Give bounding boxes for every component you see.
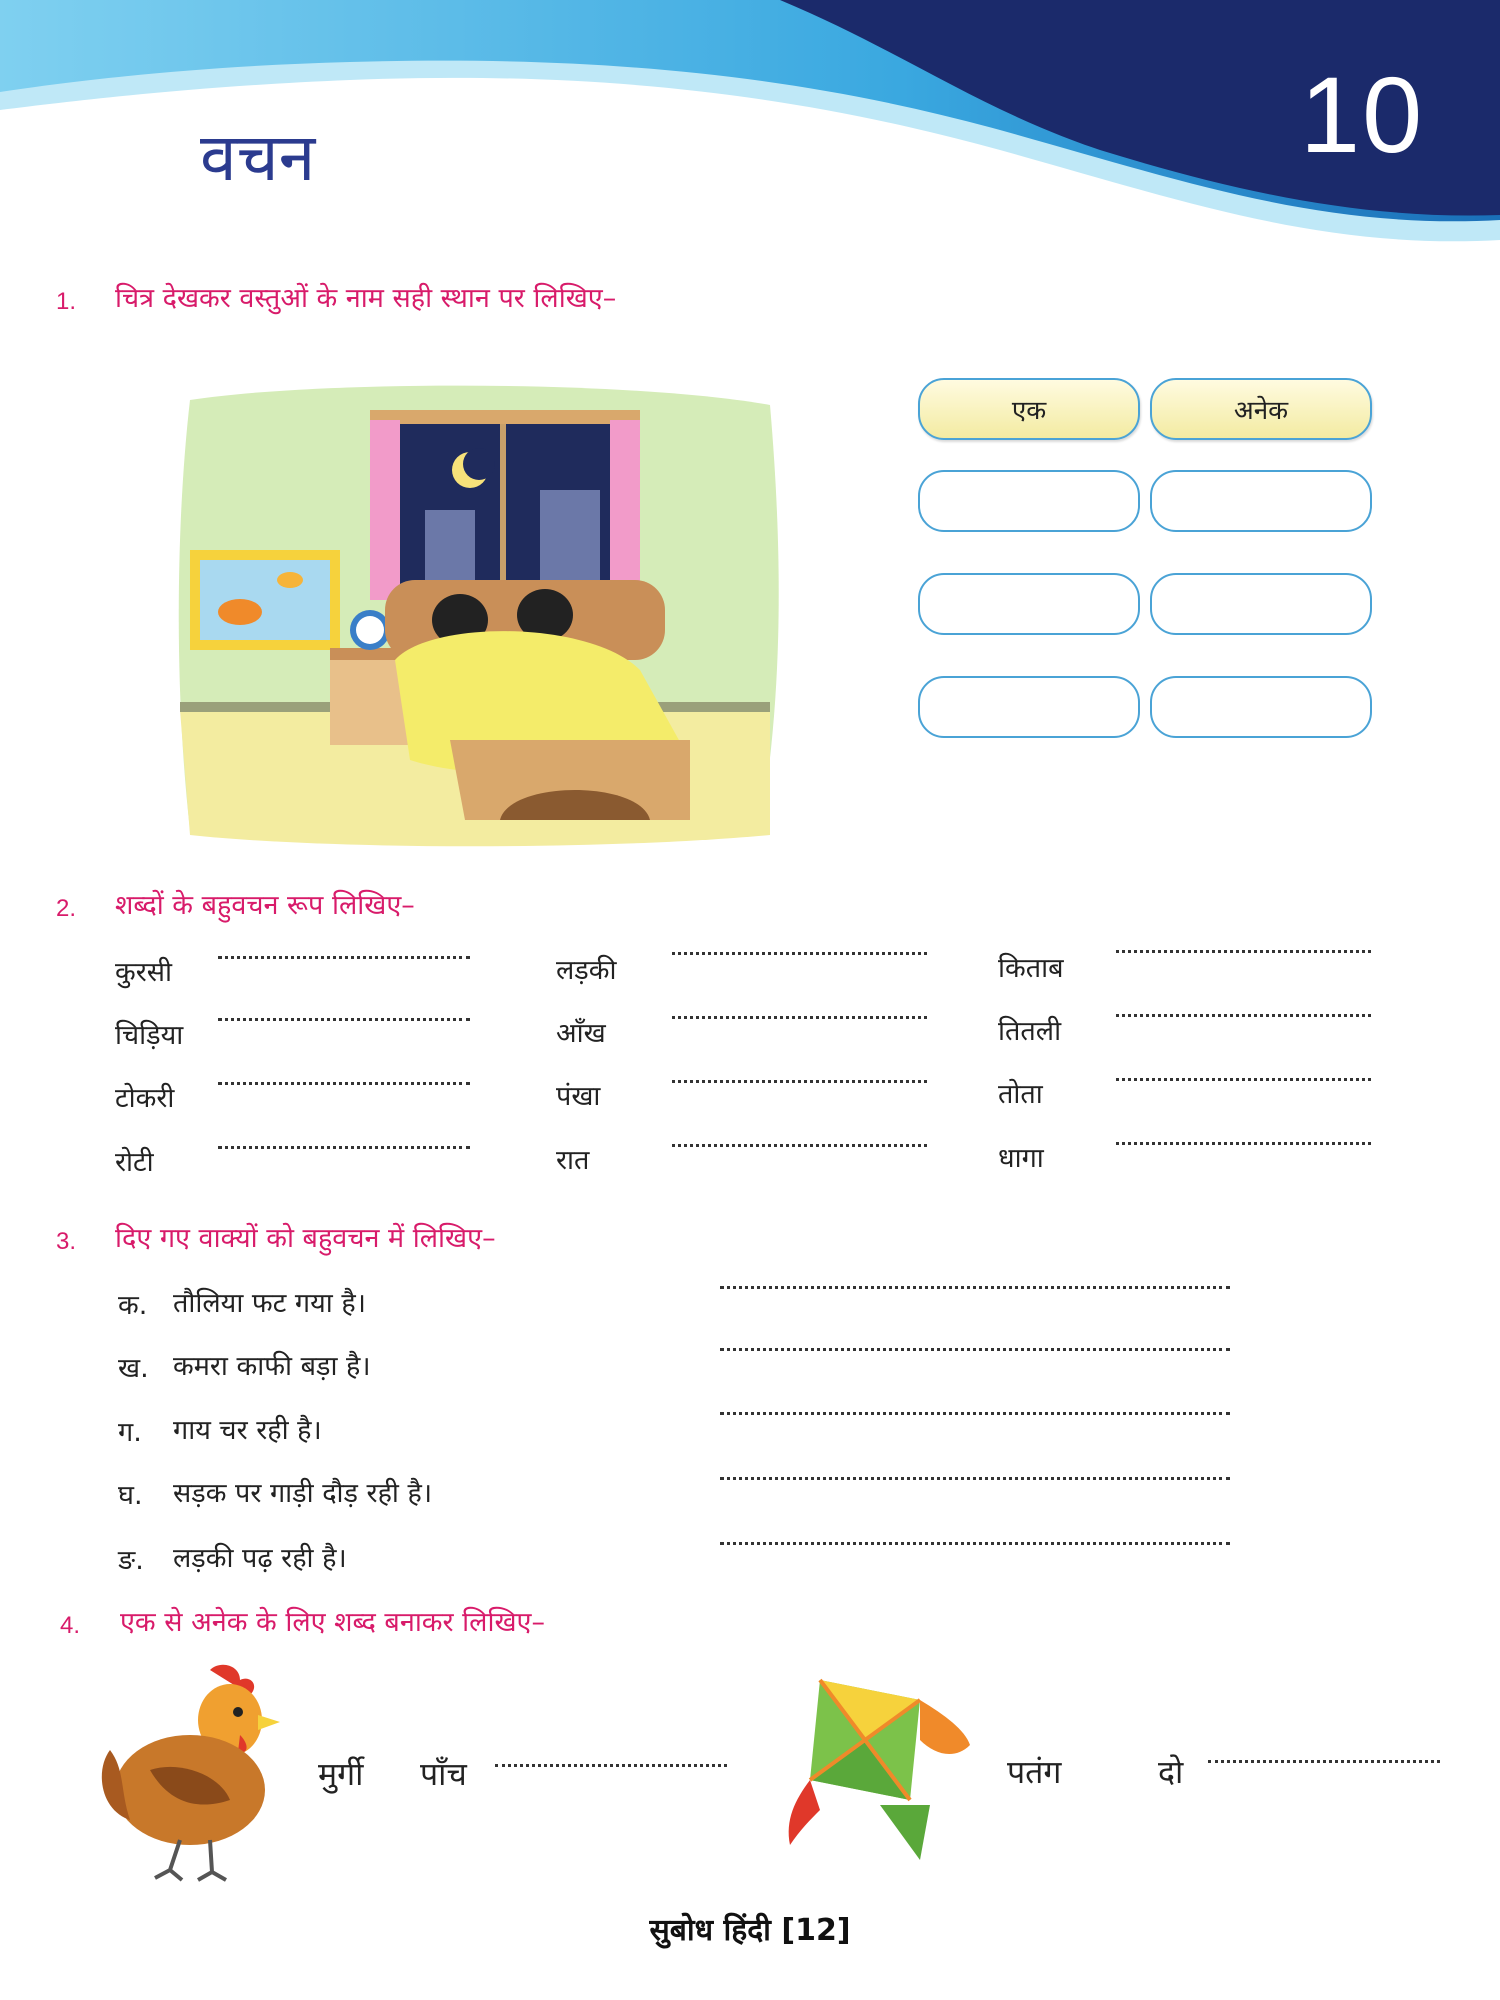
q2-word: किताब <box>998 953 1064 984</box>
answer-line[interactable] <box>218 1146 470 1149</box>
answer-box-many-2[interactable] <box>1150 573 1372 635</box>
q4-item2-count: दो <box>1158 1753 1184 1791</box>
q3-label: क. <box>118 1290 148 1321</box>
answer-box-many-1[interactable] <box>1150 470 1372 532</box>
box-header-many: अनेक <box>1150 378 1372 440</box>
q4-instruction: एक से अनेक के लिए शब्द बनाकर लिखिए– <box>120 1607 545 1638</box>
q2-word: तितली <box>998 1016 1062 1047</box>
q2-word: टोकरी <box>115 1083 175 1114</box>
q3-label: ख. <box>118 1353 149 1384</box>
chapter-number: 10 <box>1300 54 1425 175</box>
answer-line[interactable] <box>1116 1142 1371 1145</box>
answer-box-many-3[interactable] <box>1150 676 1372 738</box>
answer-line[interactable] <box>720 1348 1230 1351</box>
answer-line[interactable] <box>218 1018 470 1021</box>
answer-box-one-2[interactable] <box>918 573 1140 635</box>
q2-word: कुरसी <box>115 957 173 988</box>
q4-item2-word: पतंग <box>1007 1753 1062 1791</box>
q3-sentence: लड़की पढ़ रही है। <box>173 1543 347 1574</box>
answer-line[interactable] <box>672 1016 927 1019</box>
q2-word: धागा <box>998 1143 1044 1174</box>
q3-instruction: दिए गए वाक्यों को बहुवचन में लिखिए– <box>115 1223 496 1254</box>
q4-item1-count: पाँच <box>420 1755 467 1793</box>
q3-sentence: सड़क पर गाड़ी दौड़ रही है। <box>173 1478 433 1509</box>
q4-item1-word: मुर्गी <box>318 1755 364 1793</box>
q3-label: घ. <box>118 1480 143 1511</box>
answer-line[interactable] <box>672 1080 927 1083</box>
q1-instruction: चित्र देखकर वस्तुओं के नाम सही स्थान पर लिखिए– <box>115 283 617 314</box>
page-footer: सुबोध हिंदी [12] <box>649 1913 851 1948</box>
answer-line[interactable] <box>1116 1014 1371 1017</box>
answer-line[interactable] <box>218 956 470 959</box>
q4-number: 4. <box>60 1612 81 1639</box>
q2-word: रात <box>556 1145 590 1176</box>
answer-line[interactable] <box>720 1286 1230 1289</box>
answer-line[interactable] <box>1208 1760 1440 1763</box>
q2-word: पंखा <box>556 1081 601 1112</box>
q2-word: चिड़िया <box>115 1020 184 1051</box>
answer-line[interactable] <box>720 1542 1230 1545</box>
kite-illustration <box>770 1670 980 1870</box>
answer-line[interactable] <box>720 1412 1230 1415</box>
q3-sentence: गाय चर रही है। <box>173 1415 322 1446</box>
q2-instruction: शब्दों के बहुवचन रूप लिखिए– <box>115 890 415 921</box>
answer-box-one-3[interactable] <box>918 676 1140 738</box>
q2-word: आँख <box>556 1018 606 1049</box>
hen-illustration <box>90 1660 300 1890</box>
answer-line[interactable] <box>1116 1078 1371 1081</box>
q1-number: 1. <box>56 288 77 315</box>
q3-number: 3. <box>56 1228 77 1255</box>
q2-word: रोटी <box>115 1147 154 1178</box>
q2-word: लड़की <box>556 955 617 986</box>
answer-line[interactable] <box>218 1082 470 1085</box>
q2-word: तोता <box>998 1079 1043 1110</box>
bedroom-illustration <box>170 380 780 850</box>
answer-line[interactable] <box>720 1477 1230 1480</box>
chapter-title: वचन <box>200 119 316 196</box>
answer-line[interactable] <box>672 952 927 955</box>
q3-sentence: कमरा काफी बड़ा है। <box>173 1351 371 1382</box>
q3-sentence: तौलिया फट गया है। <box>173 1288 366 1319</box>
answer-line[interactable] <box>672 1144 927 1147</box>
q3-label: ग. <box>118 1417 142 1448</box>
q3-label: ङ. <box>118 1545 144 1576</box>
q2-number: 2. <box>56 895 77 922</box>
answer-box-one-1[interactable] <box>918 470 1140 532</box>
answer-line[interactable] <box>495 1764 727 1767</box>
answer-line[interactable] <box>1116 950 1371 953</box>
box-header-one: एक <box>918 378 1140 440</box>
